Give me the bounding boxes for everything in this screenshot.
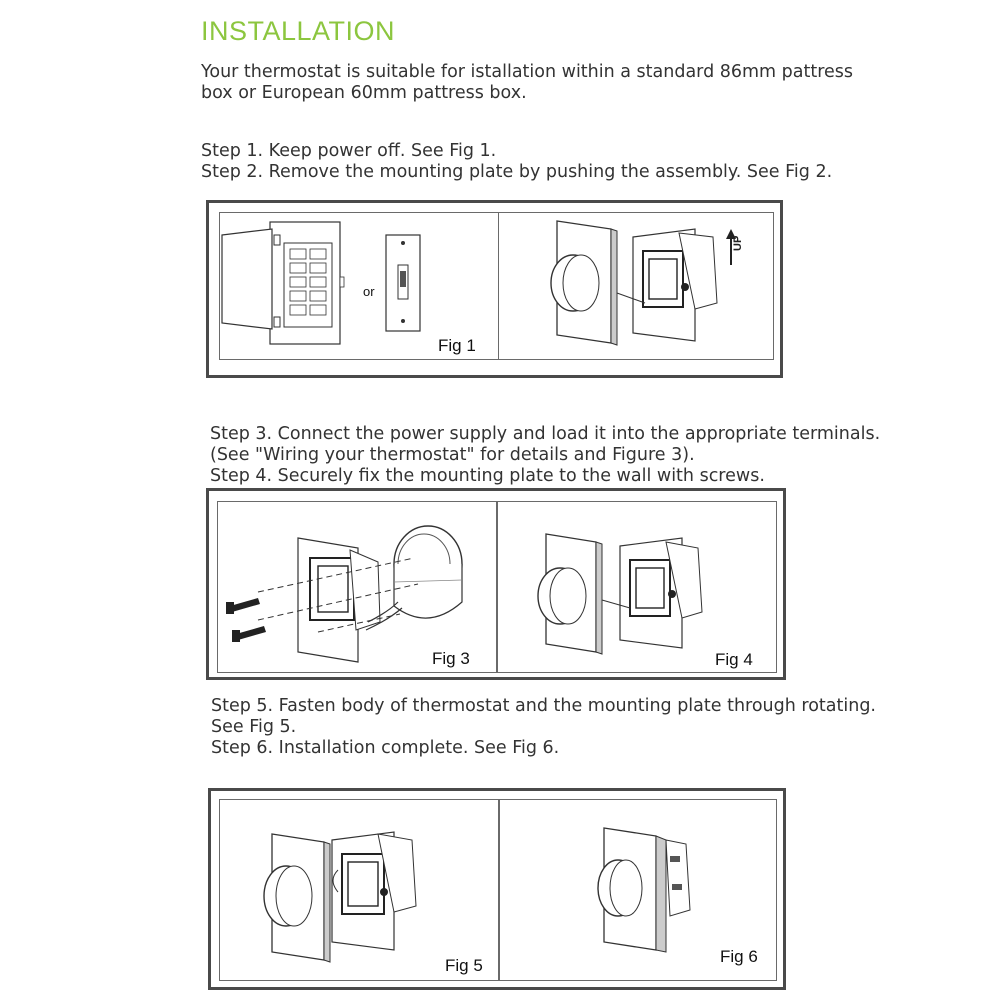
step-3-note: (See "Wiring your thermostat" for details and Figure 3). <box>210 445 695 465</box>
steps-1-2 <box>201 141 832 183</box>
fig-2-panel <box>498 212 774 360</box>
steps-3-4 <box>210 424 880 487</box>
figure-frame-2 <box>206 488 786 680</box>
fig-5-illustration <box>220 800 500 982</box>
figure-frame-1 <box>206 200 783 378</box>
fig-4-panel <box>497 501 777 673</box>
fig-1-label: Fig 1 <box>438 336 476 355</box>
fig-2-up-label: UP <box>732 235 744 251</box>
step-5-text: Step 5. Fasten body of thermostat and the mounting plate through rotating. <box>211 696 876 716</box>
page-title: INSTALLATION <box>201 16 396 46</box>
steps-5-6 <box>211 696 876 759</box>
figure-frame-3 <box>208 788 786 990</box>
step-1-text: Step 1. Keep power off. See Fig 1. <box>201 141 497 161</box>
fig-3-panel <box>217 501 497 673</box>
step-4-text: Step 4. Securely fix the mounting plate to the wall with screws. <box>210 466 765 486</box>
fig-6-panel <box>499 799 777 981</box>
fig-2-illustration <box>499 213 775 361</box>
fig-5-label: Fig 5 <box>445 956 483 975</box>
fig-1-or-label: or <box>363 284 375 299</box>
fig-1-panel <box>219 212 499 360</box>
step-3-text: Step 3. Connect the power supply and load it into the appropriate terminals. <box>210 424 881 444</box>
intro-paragraph <box>201 62 853 104</box>
breaker-door-shape <box>222 229 272 329</box>
step-5-note: See Fig 5. <box>211 717 297 737</box>
fig-4-illustration <box>498 502 778 674</box>
fig-6-label: Fig 6 <box>720 947 758 966</box>
step-2-text: Step 2. Remove the mounting plate by pushing the assembly. See Fig 2. <box>201 162 833 182</box>
fig-4-label: Fig 4 <box>715 650 753 669</box>
step-6-text: Step 6. Installation complete. See Fig 6. <box>211 738 560 758</box>
fig-3-label: Fig 3 <box>432 649 470 668</box>
fig-5-panel <box>219 799 499 981</box>
intro-line-1: Your thermostat is suitable for istallation within a standard 86mm pattress <box>201 62 854 82</box>
intro-line-2: box or European 60mm pattress box. <box>201 83 527 103</box>
